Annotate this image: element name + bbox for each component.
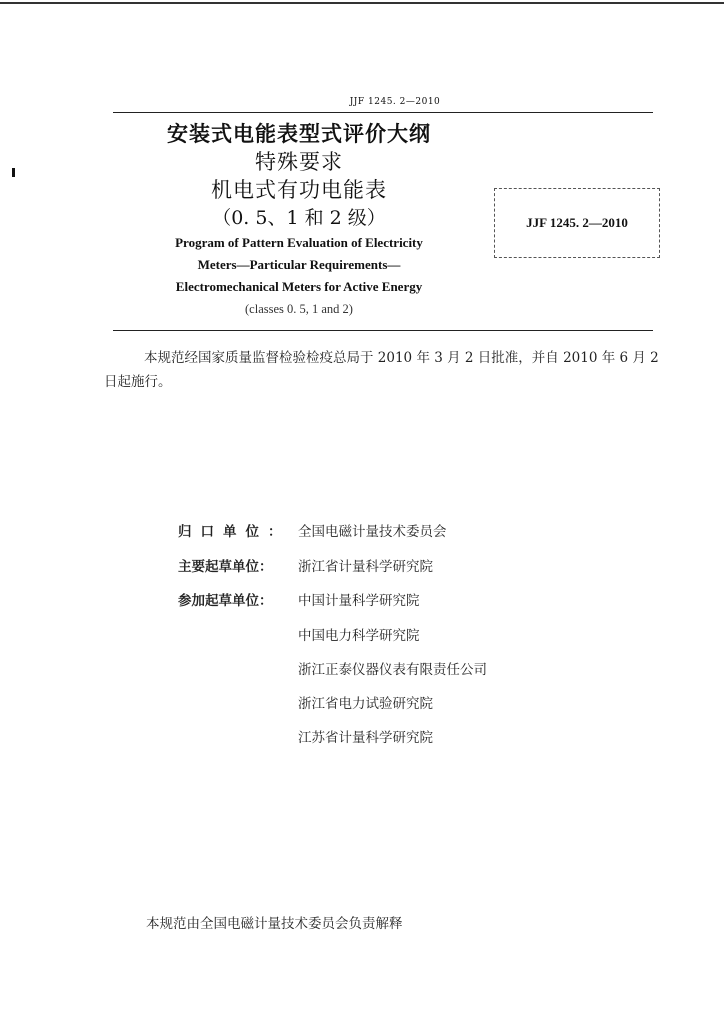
participant-drafter: 浙江省电力试验研究院 <box>298 696 433 712</box>
header-standard-code: JJF 1245. 2—2010 <box>349 97 441 107</box>
participant-drafter: 浙江正泰仪器仪表有限责任公司 <box>298 662 487 678</box>
approval-paragraph: 本规范经国家质量监督检验检疫总局于 2010 年 3 月 2 日批准，并自 2010 年 6 月 2 日起施行。 <box>104 350 659 390</box>
main-drafter-value: 浙江省计量科学研究院 <box>298 559 433 575</box>
cn-title-classes: （0. 5、1 和 2 级） <box>212 207 386 229</box>
en-title-line2: Meters—Particular Requirements— <box>197 257 401 272</box>
title-bottom-rule <box>113 330 653 331</box>
cn-title-main: 安装式电能表型式评价大纲 <box>167 122 431 146</box>
title-block <box>113 120 485 320</box>
participant-drafter: 江苏省计量科学研究院 <box>298 730 433 746</box>
participant-drafter: 中国电力科学研究院 <box>298 628 420 644</box>
header-rule <box>113 112 653 113</box>
responsible-unit-label: 归口单位： <box>178 524 291 540</box>
cn-title-meter-type: 机电式有功电能表 <box>211 178 387 202</box>
participant-drafter: 中国计量科学研究院 <box>298 593 420 609</box>
en-title-line1: Program of Pattern Evaluation of Electricity <box>175 235 423 250</box>
cn-title-sub: 特殊要求 <box>255 150 343 174</box>
responsible-unit-value: 全国电磁计量技术委员会 <box>298 524 447 540</box>
en-title-classes: (classes 0. 5, 1 and 2) <box>245 302 353 316</box>
margin-mark <box>12 168 15 177</box>
top-border-line <box>0 2 724 4</box>
standard-code-text: JJF 1245. 2—2010 <box>526 215 628 230</box>
standard-code-box <box>494 188 660 258</box>
participant-drafters-label: 参加起草单位： <box>178 593 273 609</box>
en-title-line3: Electromechanical Meters for Active Energy <box>175 279 423 294</box>
main-drafter-label: 主要起草单位： <box>178 559 273 575</box>
interpretation-note: 本规范由全国电磁计量技术委员会负责解释 <box>146 916 403 932</box>
